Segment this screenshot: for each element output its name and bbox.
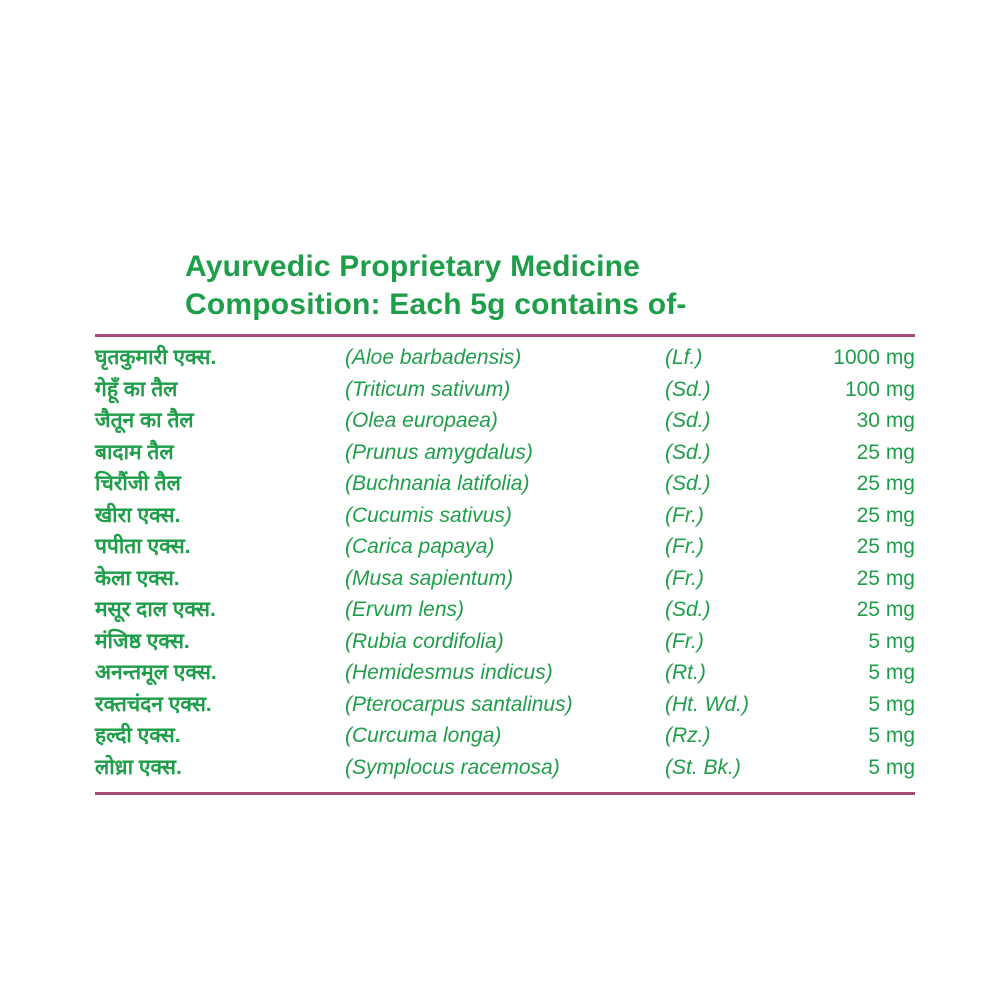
ingredient-quantity: 5 mg	[868, 661, 915, 684]
ingredient-name-hindi: पपीता एक्स.	[95, 535, 191, 558]
ingredient-quantity: 5 mg	[868, 755, 915, 779]
ingredient-plant-part: (Fr.)	[665, 629, 704, 653]
ingredient-name-hindi: चिरौंजी तैल	[95, 472, 181, 495]
heading-line-1: Ayurvedic Proprietary Medicine	[185, 250, 641, 283]
ingredient-name-latin: (Rubia cordifolia)	[345, 629, 504, 653]
ingredient-name-latin: (Symplocus racemosa)	[345, 755, 560, 779]
ingredient-quantity: 5 mg	[868, 629, 915, 653]
ingredient-quantity: 25 mg	[856, 566, 915, 590]
ingredient-plant-part: (Rt.)	[665, 661, 706, 684]
ingredient-quantity: 25 mg	[856, 598, 915, 621]
ingredient-name-latin: (Olea europaea)	[345, 409, 498, 432]
ingredient-plant-part: (Fr.)	[665, 535, 704, 558]
ingredient-name-latin: (Hemidesmus indicus)	[345, 661, 553, 684]
ingredient-plant-part: (Ht. Wd.)	[665, 692, 749, 716]
ingredient-quantity: 25 mg	[856, 503, 915, 527]
ingredient-plant-part: (St. Bk.)	[665, 755, 741, 779]
ingredient-plant-part: (Sd.)	[665, 440, 711, 464]
ingredient-quantity: 30 mg	[856, 409, 915, 432]
ingredients-table	[95, 343, 915, 784]
ingredient-name-latin: (Buchnania latifolia)	[345, 472, 530, 495]
ingredient-name-hindi: घृतकुमारी एक्स.	[95, 346, 217, 369]
ingredient-quantity: 100 mg	[844, 377, 915, 401]
ingredient-row	[95, 721, 915, 753]
ingredient-quantity: 1000 mg	[833, 346, 915, 369]
ingredient-quantity: 5 mg	[868, 692, 915, 716]
ingredient-plant-part: (Lf.)	[665, 346, 703, 369]
divider-bottom	[95, 792, 915, 795]
ingredient-quantity: 25 mg	[856, 440, 915, 464]
ingredient-row	[95, 690, 915, 722]
ingredient-name-hindi: रक्तचंदन एक्स.	[95, 692, 212, 716]
ingredient-name-latin: (Ervum lens)	[345, 598, 465, 621]
heading-line-2: Composition: Each 5g contains of-	[185, 288, 687, 321]
ingredient-name-latin: (Curcuma longa)	[345, 724, 502, 747]
ingredient-plant-part: (Sd.)	[665, 377, 711, 401]
ingredient-row	[95, 501, 915, 533]
ingredient-plant-part: (Fr.)	[665, 503, 704, 527]
ingredient-row	[95, 564, 915, 596]
ingredient-row	[95, 343, 915, 375]
ingredient-row	[95, 438, 915, 470]
ingredient-name-hindi: गेहूँ का तैल	[95, 377, 178, 401]
ingredient-row	[95, 658, 915, 690]
ingredient-name-latin: (Aloe barbadensis)	[345, 346, 522, 369]
ingredient-name-hindi: मंजिष्ठ एक्स.	[95, 629, 190, 653]
ingredient-row	[95, 406, 915, 438]
ingredient-row	[95, 469, 915, 501]
ingredient-plant-part: (Sd.)	[665, 598, 711, 621]
ingredient-name-hindi: मसूर दाल एक्स.	[95, 598, 216, 621]
ingredient-row	[95, 753, 915, 785]
ingredient-name-hindi: जैतून का तैल	[95, 409, 194, 432]
ingredient-row	[95, 532, 915, 564]
ingredient-name-hindi: लोध्रा एक्स.	[95, 755, 182, 779]
ingredient-name-hindi: अनन्तमूल एक्स.	[95, 661, 217, 684]
divider-top	[95, 334, 915, 337]
ingredient-name-latin: (Cucumis sativus)	[345, 503, 512, 527]
ingredient-plant-part: (Sd.)	[665, 472, 711, 495]
ingredient-name-hindi: केला एक्स.	[95, 566, 180, 590]
ingredient-name-latin: (Prunus amygdalus)	[345, 440, 533, 464]
ingredient-name-latin: (Musa sapientum)	[345, 566, 514, 590]
ingredient-name-latin: (Triticum sativum)	[345, 377, 511, 401]
ingredient-plant-part: (Sd.)	[665, 409, 711, 432]
ingredient-name-latin: (Pterocarpus santalinus)	[345, 692, 573, 716]
ingredient-plant-part: (Rz.)	[665, 724, 711, 747]
ingredient-name-hindi: बादाम तैल	[95, 440, 174, 464]
ingredient-plant-part: (Fr.)	[665, 566, 704, 590]
ingredient-name-latin: (Carica papaya)	[345, 535, 495, 558]
ingredient-row	[95, 375, 915, 407]
composition-block	[95, 248, 915, 795]
ingredient-row	[95, 595, 915, 627]
ingredient-quantity: 25 mg	[856, 535, 915, 558]
ingredient-name-hindi: हल्दी एक्स.	[95, 724, 181, 747]
ingredient-quantity: 5 mg	[868, 724, 915, 747]
ingredient-quantity: 25 mg	[856, 472, 915, 495]
ingredient-row	[95, 627, 915, 659]
ingredient-name-hindi: खीरा एक्स.	[95, 503, 181, 527]
